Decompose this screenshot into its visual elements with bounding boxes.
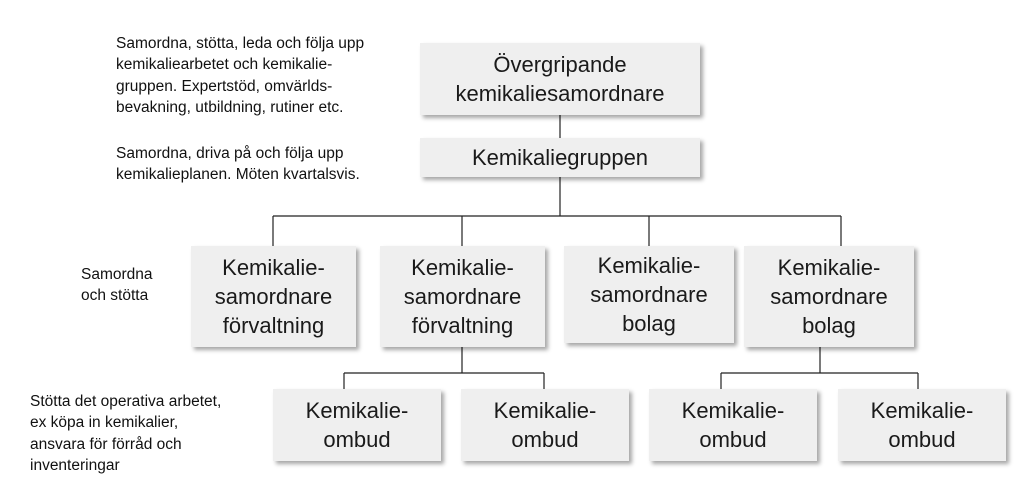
node-overgripande-samordnare	[420, 43, 700, 115]
node-coordinator-forvaltning-2	[380, 246, 545, 347]
note-level4: Stötta det operativa arbetet, ex köpa in kemikalier, ansvara för förråd och inventeringar	[30, 393, 222, 475]
note-level2: Samordna, driva på och följa upp kemikalieplanen. Möten kvartalsvis.	[116, 145, 360, 184]
node-label: Kemikalie- samordnare förvaltning	[403, 254, 522, 339]
node-label: Kemikalie- ombud	[681, 397, 785, 452]
node-label: Kemikaliegruppen	[471, 144, 649, 170]
node-agent-4	[838, 389, 1006, 461]
node-agent-2	[461, 389, 629, 461]
node-label: Kemikalie- ombud	[305, 397, 409, 452]
node-agent-3	[649, 389, 817, 461]
node-coordinator-forvaltning-1	[191, 246, 356, 347]
note-level1: Samordna, stötta, leda och följa upp kemikaliearbetet och kemikalie- gruppen. Expertstöd, omvärlds- bevakning, utbildning, rutiner etc.	[116, 35, 365, 117]
node-coordinator-bolag-2	[744, 246, 914, 347]
node-label: Kemikalie- samordnare förvaltning	[214, 254, 333, 339]
node-label: Kemikalie- samordnare bolag	[770, 254, 888, 339]
note-level3: Samordna och stötta	[81, 266, 153, 305]
node-label: Kemikalie- samordnare bolag	[590, 252, 708, 337]
node-label: Kemikalie- ombud	[493, 397, 597, 452]
node-agent-1	[273, 389, 441, 461]
node-label: Övergripande kemikaliesamordnare	[455, 51, 665, 106]
node-label: Kemikalie- ombud	[870, 397, 974, 452]
node-coordinator-bolag-1	[564, 246, 734, 343]
node-kemikaliegruppen	[420, 138, 700, 177]
